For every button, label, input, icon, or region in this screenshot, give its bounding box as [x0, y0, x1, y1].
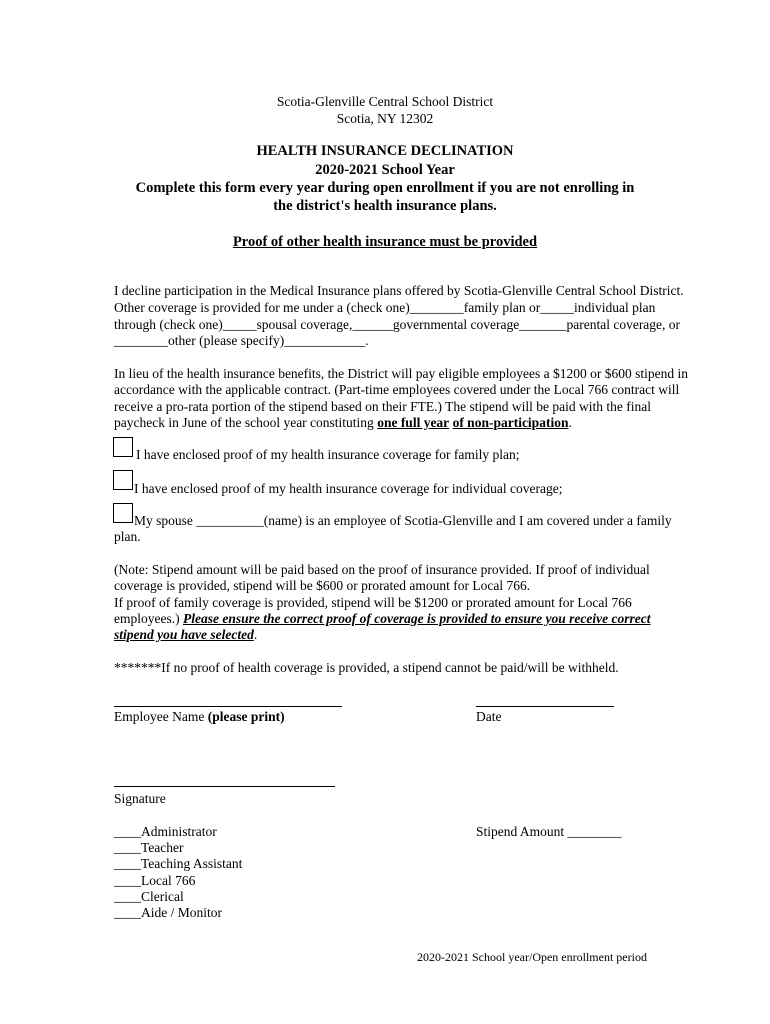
employee-name-text: Employee Name	[114, 709, 208, 724]
footer-text: 2020-2021 School year/Open enrollment period	[417, 950, 647, 964]
family-plan-checkbox[interactable]	[113, 437, 133, 457]
decline-line-1: I decline participation in the Medical Insurance plans offered by Scotia-Glenville Central School District.	[114, 283, 684, 298]
decline-line-4: ________other (please specify)____________.	[114, 333, 369, 348]
district-name: Scotia-Glenville Central School District	[276, 94, 494, 109]
no-proof-warning: *******If no proof of health coverage is provided, a stipend cannot be paid/will be withheld.	[114, 660, 619, 675]
period: .	[568, 415, 572, 430]
date-label: Date	[476, 709, 502, 724]
instruction-line-2: the district's health insurance plans.	[273, 198, 497, 214]
note-line-2: coverage is provided, stipend will be $600 or prorated amount for Local 766.	[114, 578, 531, 593]
stipend-line-1: In lieu of the health insurance benefits, the District will pay eligible employees a $1200 or $600 stipend in	[114, 366, 688, 381]
stipend-line-4-text: paycheck in June of the school year constituting	[114, 415, 378, 430]
role-local-766[interactable]: ____Local 766	[114, 873, 196, 888]
role-clerical[interactable]: ____Clerical	[114, 889, 184, 904]
period: .	[253, 627, 258, 642]
date-line[interactable]	[476, 706, 614, 707]
stipend-selected-emphasis: stipend you have selected	[114, 627, 254, 642]
family-plan-label: I have enclosed proof of my health insurance coverage for family plan;	[136, 447, 520, 462]
correct-proof-emphasis: Please ensure the correct proof of coverage is provided to ensure you receive correct	[182, 611, 651, 626]
note-line-4	[114, 611, 651, 627]
note-line-3: If proof of family coverage is provided, stipend will be $1200 or prorated amount for Local 766	[114, 595, 632, 610]
role-teacher[interactable]: ____Teacher	[114, 840, 184, 855]
decline-line-3: through (check one)_____spousal coverage,______governmental coverage_______parental coverage, or	[114, 317, 681, 332]
employee-name-label	[114, 709, 285, 725]
signature-line[interactable]	[114, 786, 335, 787]
one-full-year-emphasis: one full year	[377, 415, 450, 430]
school-year: 2020-2021 School Year	[315, 162, 455, 178]
note-line-5	[114, 627, 257, 643]
stipend-line-3: receive a pro-rata portion of the stipend based on their FTE.) The stipend will be paid with the final	[114, 399, 651, 414]
instruction-line-1: Complete this form every year during open enrollment if you are not enrolling in	[135, 180, 635, 196]
individual-coverage-label: I have enclosed proof of my health insurance coverage for individual coverage;	[134, 481, 563, 496]
signature-label: Signature	[114, 791, 166, 806]
employee-name-line[interactable]	[114, 706, 342, 707]
please-print-text: (please print)	[207, 709, 285, 724]
stipend-line-2: accordance with the applicable contract. (Part-time employees covered under the Local 766 contract will	[114, 382, 680, 397]
role-administrator[interactable]: ____Administrator	[114, 824, 217, 839]
role-teaching-assistant[interactable]: ____Teaching Assistant	[114, 856, 243, 871]
note-line-4-text: employees.)	[114, 611, 183, 626]
stipend-amount-field[interactable]: Stipend Amount ________	[476, 824, 622, 839]
proof-required-heading: Proof of other health insurance must be provided	[232, 234, 538, 250]
individual-coverage-checkbox[interactable]	[113, 470, 133, 490]
stipend-line-4	[114, 415, 572, 431]
note-line-1: (Note: Stipend amount will be paid based on the proof of insurance provided. If proof of individual	[114, 562, 650, 577]
form-title: HEALTH INSURANCE DECLINATION	[256, 143, 514, 159]
spouse-coverage-label-cont: plan.	[114, 529, 141, 544]
spouse-coverage-checkbox[interactable]	[113, 503, 133, 523]
decline-line-2: Other coverage is provided for me under a (check one)________family plan or_____individual plan	[114, 300, 656, 315]
role-aide-monitor[interactable]: ____Aide / Monitor	[114, 905, 222, 920]
district-address: Scotia, NY 12302	[336, 111, 434, 126]
non-participation-emphasis: of non-participation	[452, 415, 569, 430]
spouse-coverage-label: My spouse __________(name) is an employee of Scotia-Glenville and I am covered under a family	[134, 513, 672, 528]
